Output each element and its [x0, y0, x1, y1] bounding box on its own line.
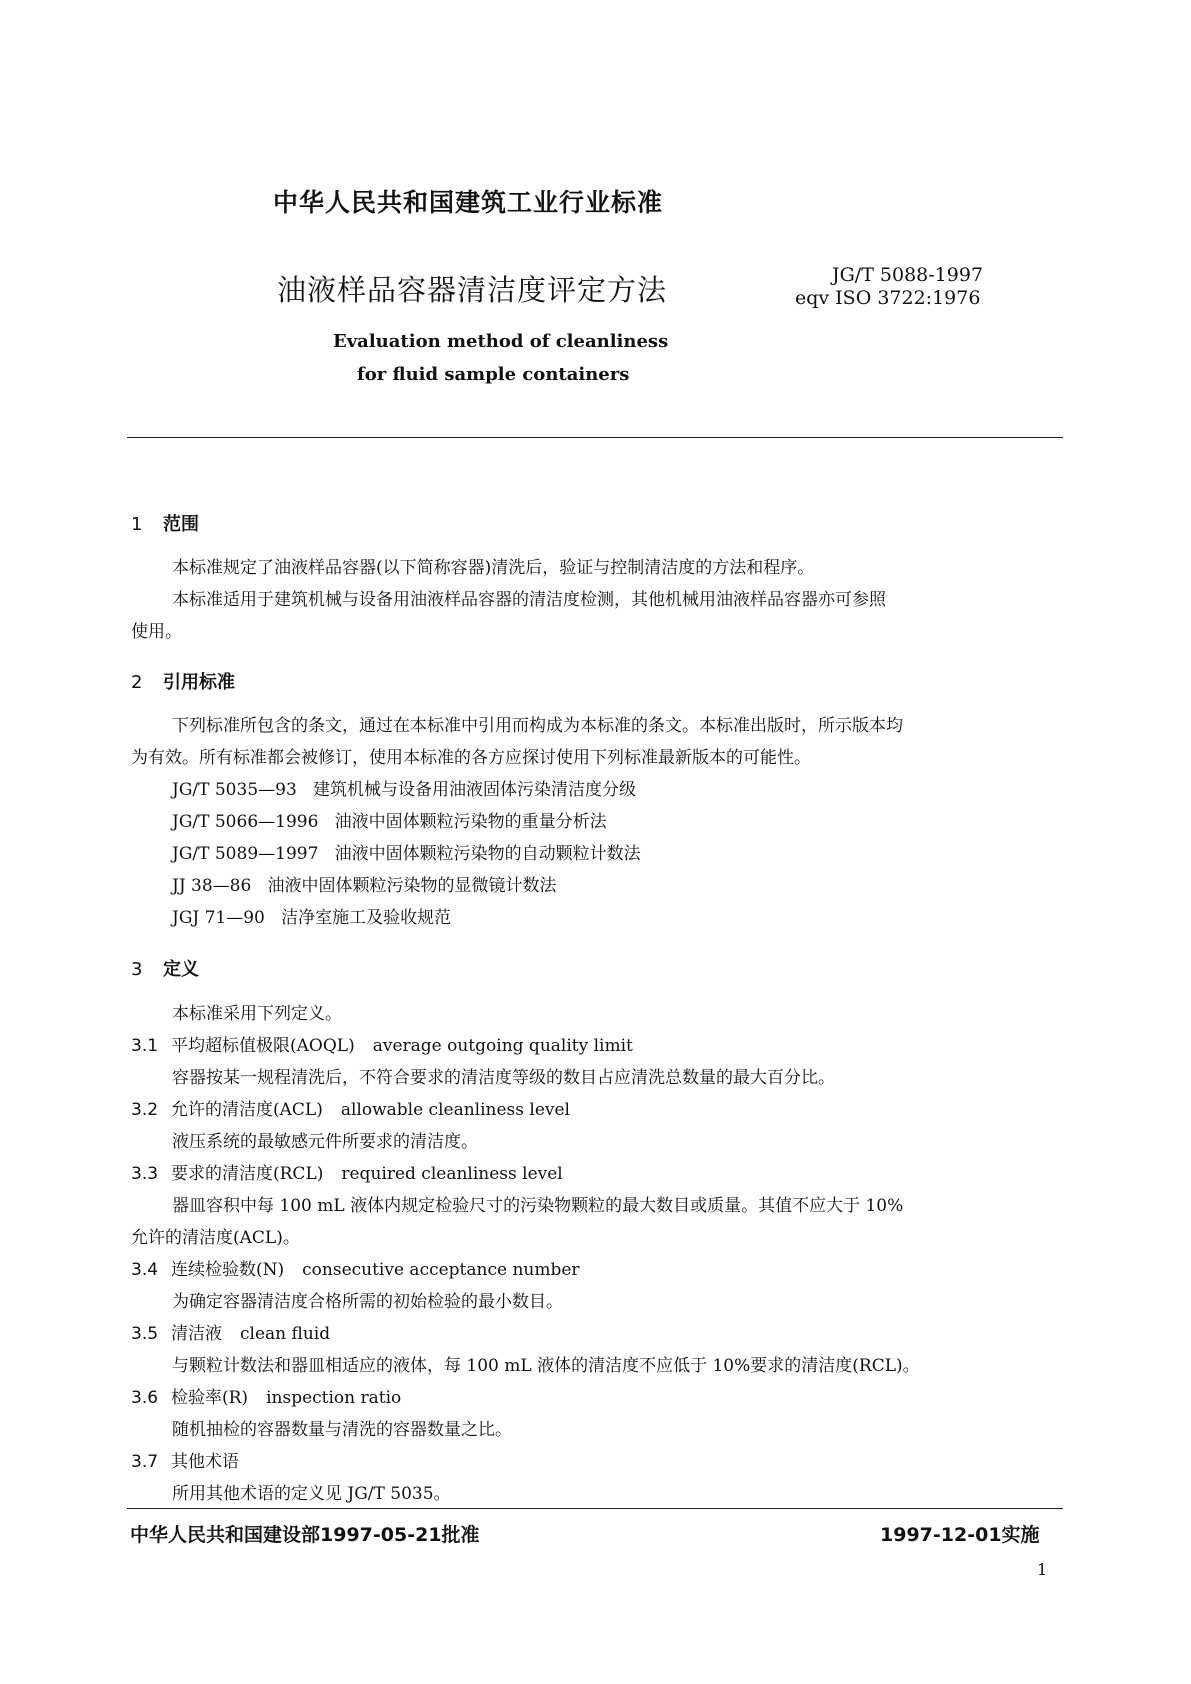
section-1-number: 1: [131, 514, 143, 535]
term-name-en: clean fluid: [240, 1324, 331, 1344]
issuer-title: 中华人民共和国建筑工业行业标准: [273, 188, 664, 217]
header-divider: [127, 437, 1063, 438]
standard-code: JG/T 5088-1997: [832, 264, 984, 286]
section-1-para-2a: 本标准适用于建筑机械与设备用油液样品容器的清洁度检测，其他机械用油液样品容器亦可参照: [172, 590, 886, 610]
term-name-en: consecutive acceptance number: [302, 1260, 580, 1280]
reference-item: [172, 876, 557, 897]
section-3-title: 定义: [163, 959, 199, 980]
term-name-cn: 平均超标值极限(AOQL): [171, 1036, 355, 1056]
term-heading: [131, 1100, 570, 1121]
term-name-cn: 连续检验数(N): [171, 1260, 285, 1280]
section-2-para-1b: 为有效。所有标准都会被修订，使用本标准的各方应探讨使用下列标准最新版本的可能性。: [131, 748, 811, 768]
term-number: 3.5: [131, 1324, 159, 1344]
term-name-en: allowable cleanliness level: [340, 1100, 570, 1120]
term-name-en: average outgoing quality limit: [372, 1036, 633, 1056]
section-2-title: 引用标准: [163, 672, 235, 693]
document-title-en-line2: for fluid sample containers: [357, 364, 630, 385]
section-1-title: 范围: [163, 514, 199, 535]
term-number: 3.3: [131, 1164, 159, 1184]
reference-name: 油液中固体颗粒污染物的显微镜计数法: [267, 876, 557, 896]
term-name-en: inspection ratio: [266, 1388, 402, 1408]
term-definition: 为确定容器清洁度合格所需的初始检验的最小数目。: [172, 1292, 563, 1312]
term-number: 3.7: [131, 1452, 159, 1472]
section-1-heading: [131, 510, 199, 536]
term-name-cn: 清洁液: [171, 1324, 222, 1344]
section-2-heading: [131, 668, 235, 694]
term-definition: 液压系统的最敏感元件所要求的清洁度。: [172, 1132, 478, 1152]
term-heading: [131, 1324, 330, 1345]
reference-item: [172, 812, 607, 833]
reference-item: [172, 844, 641, 865]
term-name-cn: 检验率(R): [171, 1388, 249, 1408]
term-heading: [131, 1260, 580, 1281]
reference-name: 建筑机械与设备用油液固体污染清洁度分级: [312, 780, 636, 800]
section-3-intro: 本标准采用下列定义。: [172, 1004, 342, 1024]
section-2-number: 2: [131, 672, 143, 693]
section-1-para-1: 本标准规定了油液样品容器(以下简称容器)清洗后，验证与控制清洁度的方法和程序。: [172, 558, 815, 578]
term-number: 3.4: [131, 1260, 159, 1280]
page-number: 1: [1037, 1560, 1048, 1579]
term-definition: 随机抽检的容器数量与清洗的容器数量之比。: [172, 1420, 512, 1440]
term-heading: [131, 1452, 257, 1473]
section-3-number: 3: [131, 959, 143, 980]
reference-code: JG/T 5066—1996: [172, 812, 319, 832]
term-definition: 器皿容积中每 100 mL 液体内规定检验尺寸的污染物颗粒的最大数目或质量。其值不应大于 10%: [172, 1196, 904, 1216]
reference-name: 油液中固体颗粒污染物的自动颗粒计数法: [334, 844, 641, 864]
term-definition: 所用其他术语的定义见 JG/T 5035。: [172, 1484, 451, 1504]
reference-code: JJ 38—86: [172, 876, 252, 896]
reference-code: JG/T 5089—1997: [172, 844, 319, 864]
term-definition: 容器按某一规程清洗后，不符合要求的清洁度等级的数目占应清洗总数量的最大百分比。: [172, 1068, 835, 1088]
document-title-cn: 油液样品容器清洁度评定方法: [277, 273, 668, 307]
section-2-para-1a: 下列标准所包含的条文，通过在本标准中引用而构成为本标准的条文。本标准出版时，所示版本均: [172, 716, 903, 736]
term-number: 3.2: [131, 1100, 159, 1120]
term-heading: [131, 1036, 633, 1057]
term-name-cn: 其他术语: [171, 1452, 239, 1472]
reference-code: JGJ 71—90: [172, 908, 265, 928]
reference-code: JG/T 5035—93: [172, 780, 297, 800]
term-heading: [131, 1388, 401, 1409]
standard-equivalence: eqv ISO 3722:1976: [795, 287, 981, 309]
term-name-cn: 要求的清洁度(RCL): [171, 1164, 324, 1184]
section-1-para-2b: 使用。: [131, 622, 182, 642]
footer-divider: [127, 1508, 1063, 1509]
term-number: 3.1: [131, 1036, 159, 1056]
document-title-en-line1: Evaluation method of cleanliness: [333, 331, 669, 352]
term-name-en: required cleanliness level: [341, 1164, 563, 1184]
reference-name: 洁净室施工及验收规范: [281, 908, 452, 928]
reference-item: [172, 780, 636, 801]
term-heading: [131, 1164, 563, 1185]
term-number: 3.6: [131, 1388, 159, 1408]
reference-name: 油液中固体颗粒污染物的重量分析法: [334, 812, 607, 832]
implementation-date: 1997-12-01实施: [880, 1524, 1040, 1546]
term-name-cn: 允许的清洁度(ACL): [171, 1100, 323, 1120]
approval-statement: 中华人民共和国建设部1997-05-21批准: [130, 1524, 480, 1546]
reference-item: [172, 908, 451, 929]
term-definition-continued: 允许的清洁度(ACL)。: [131, 1228, 300, 1248]
term-definition: 与颗粒计数法和器皿相适应的液体，每 100 mL 液体的清洁度不应低于 10%要求的清洁度(RCL)。: [172, 1356, 920, 1376]
section-3-heading: [131, 955, 199, 981]
